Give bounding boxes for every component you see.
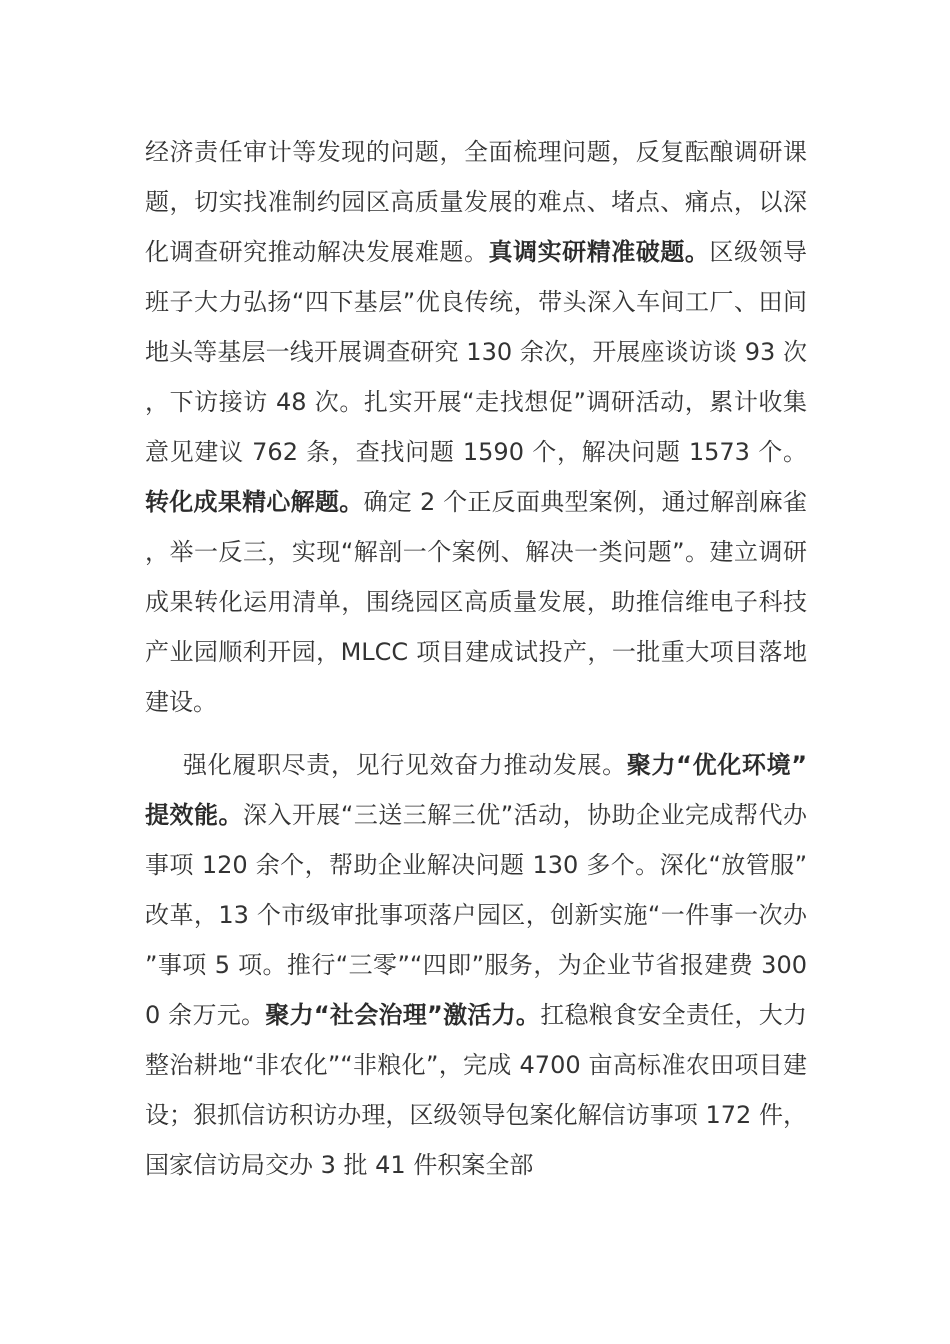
bold-heading-run: 真调实研精准破题。 [488, 238, 710, 266]
text-run: 确定 2 个正反面典型案例，通过解剖麻雀，举一反三，实现“解剖一个案例、解决一类问题”。建立调研成果转化运用清单，围绕园区高质量发展，助推信维电子科技产业园顺利开园，MLCC 项目建成试投产，一批重大项目落地建设。 [145, 488, 808, 716]
text-run: 扛稳粮食安全责任，大力整治耕地“非农化”“非粮化”，完成 4700 亩高标准农田项目建设；狠抓信访积访办理，区级领导包案化解信访事项 172 件，国家信访局交办 3 批 41 件积案全部 [145, 1001, 807, 1179]
bold-heading-run: 转化成果精心解题。 [145, 488, 364, 516]
text-run: 经济责任审计等发现的问题，全面梳理问题，反复酝酿调研课题，切实找准制约园区高质量发展的难点、堵点、痛点，以深化调查研究推动解决发展难题。 [145, 138, 807, 266]
text-run: 深入开展“三送三解三优”活动，协助企业完成帮代办事项 120 余个，帮助企业解决问题 130 多个。深化“放管服”改革，13 个市级审批事项落户园区，创新实施“一件事一次办”事项 5 项。推行“三零”“四即”服务，为企业节省报建费 3000 余万元。 [145, 801, 807, 1029]
bold-heading-run: 聚力“社会治理”激活力。 [265, 1001, 541, 1029]
text-run: 强化履职尽责，见行见效奋力推动发展。 [183, 751, 627, 779]
paragraph-duty [145, 740, 807, 1190]
document-body [145, 127, 807, 1190]
paragraph-research [145, 127, 807, 727]
bold-heading-run: 聚力“优化环境”提效能。 [145, 751, 808, 829]
text-run: 区级领导班子大力弘扬“四下基层”优良传统，带头深入车间工厂、田间地头等基层一线开展调查研究 130 余次，开展座谈访谈 93 次，下访接访 48 次。扎实开展“走找想促”调研活动，累计收集意见建议 762 条，查找问题 1590 个，解决问题 1573 个。 [145, 238, 808, 466]
